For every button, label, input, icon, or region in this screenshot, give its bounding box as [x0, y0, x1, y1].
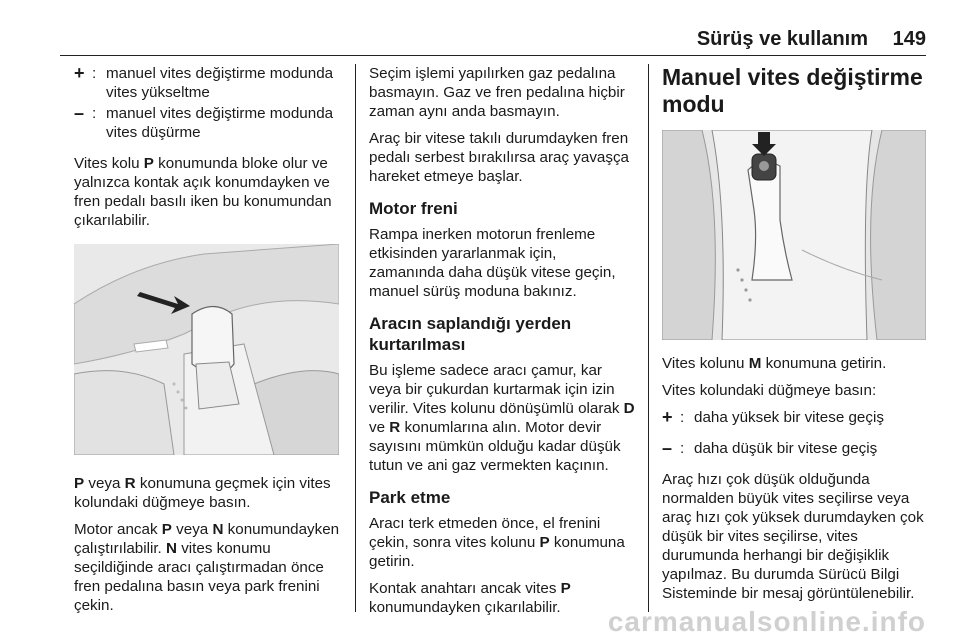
paragraph: P veya R konumuna geçmek için vites kolundaki düğmeye basın.: [74, 475, 331, 511]
heading-motor-brake: Motor freni: [369, 199, 458, 218]
paragraph: Bu işleme sadece aracı çamur, kar veya bir çukurdan kurtarmak için izin verilir. Vites kolunu dönüşümlü olarak D ve R konumlarına alın. Motor devir sayısını mümkün olduğu kadar düşük tutun ve ani gaz vermekten kaçının.: [369, 362, 635, 474]
gear-lever-illustration: [74, 244, 339, 455]
manual-shift-illustration: [662, 130, 926, 340]
column-3: [662, 64, 930, 611]
watermark: carmanualsonline.info: [607, 606, 926, 637]
plus-icon: +: [662, 407, 673, 427]
paragraph: Aracı terk etmeden önce, el frenini çekin, sonra vites kolunu P konumuna getirin.: [369, 515, 625, 570]
paragraph: Araç hızı çok düşük olduğunda normalden büyük vites seçilirse veya araç hızı çok yüksek durumdayken çok düşük bir vites seçilirse, vites durumunda herhangi bir değişiklik yapılmaz. Bu durumda Sürücü Bilgi Sisteminde bir mesaj görüntülenebilir.: [662, 471, 924, 602]
paragraph: Kontak anahtarı ancak vites P konumundayken çıkarılabilir.: [369, 580, 571, 616]
heading-parking: Park etme: [369, 488, 451, 507]
section-title: Sürüş ve kullanım: [696, 28, 868, 50]
shift-up-item: + : manuel vites değiştirme modunda vites yükseltme: [74, 64, 342, 102]
minus-icon: –: [662, 438, 673, 458]
column-1: [74, 64, 342, 623]
minus-icon: –: [74, 103, 85, 123]
paragraph: Vites kolu P konumunda bloke olur ve yalnızca kontak açık konumdayken ve fren pedalı basılı iken bu konumundan çıkarılabilir.: [74, 155, 332, 229]
paragraph: Vites kolunu M konumuna getirin.: [662, 355, 887, 372]
heading-manual-mode: Manuel vites değiştirme modu: [662, 64, 923, 117]
page-number: 149: [892, 28, 926, 50]
paragraph: Motor ancak P veya N konumundayken çalıştırılabilir. N vites konumu seçildiğinde aracı çalıştırmadan önce fren pedalına basın veya park frenini çekin.: [74, 521, 340, 614]
paragraph: Rampa inerken motorun frenleme etkisinden yararlanmak için, zamanında daha düşük vitese geçin, manuel sürüş moduna bakınız.: [369, 226, 616, 300]
column-divider: [648, 64, 649, 612]
paragraph: Araç bir vitese takılı durumdayken fren pedalı serbest bırakılırsa araç yavaşça hareket etmeye başlar.: [369, 130, 629, 185]
paragraph: Vites kolundaki düğmeye basın:: [662, 382, 877, 399]
column-divider: [355, 64, 356, 612]
shift-up-text: daha yüksek bir vitese geçiş: [694, 409, 884, 426]
header-rule: [60, 55, 926, 56]
shift-down-item: – : manuel vites değiştirme modunda vites düşürme: [74, 104, 342, 142]
shift-down-text: manuel vites değiştirme modunda vites düşürme: [106, 105, 334, 141]
paragraph: Seçim işlemi yapılırken gaz pedalına basmayın. Gaz ve fren pedalına hiçbir zaman aynı anda basmayın.: [369, 65, 625, 120]
shift-down-item: – : daha düşük bir vitese geçiş: [662, 439, 930, 458]
plus-icon: +: [74, 63, 85, 83]
shift-up-text: manuel vites değiştirme modunda vites yükseltme: [106, 65, 334, 101]
shift-up-item: + : daha yüksek bir vitese geçiş: [662, 408, 930, 427]
column-2: [369, 64, 635, 625]
shift-down-text: daha düşük bir vitese geçiş: [694, 440, 878, 457]
heading-rocking: Aracın saplandığı yerden kurtarılması: [369, 314, 572, 354]
page-header: [60, 24, 926, 54]
